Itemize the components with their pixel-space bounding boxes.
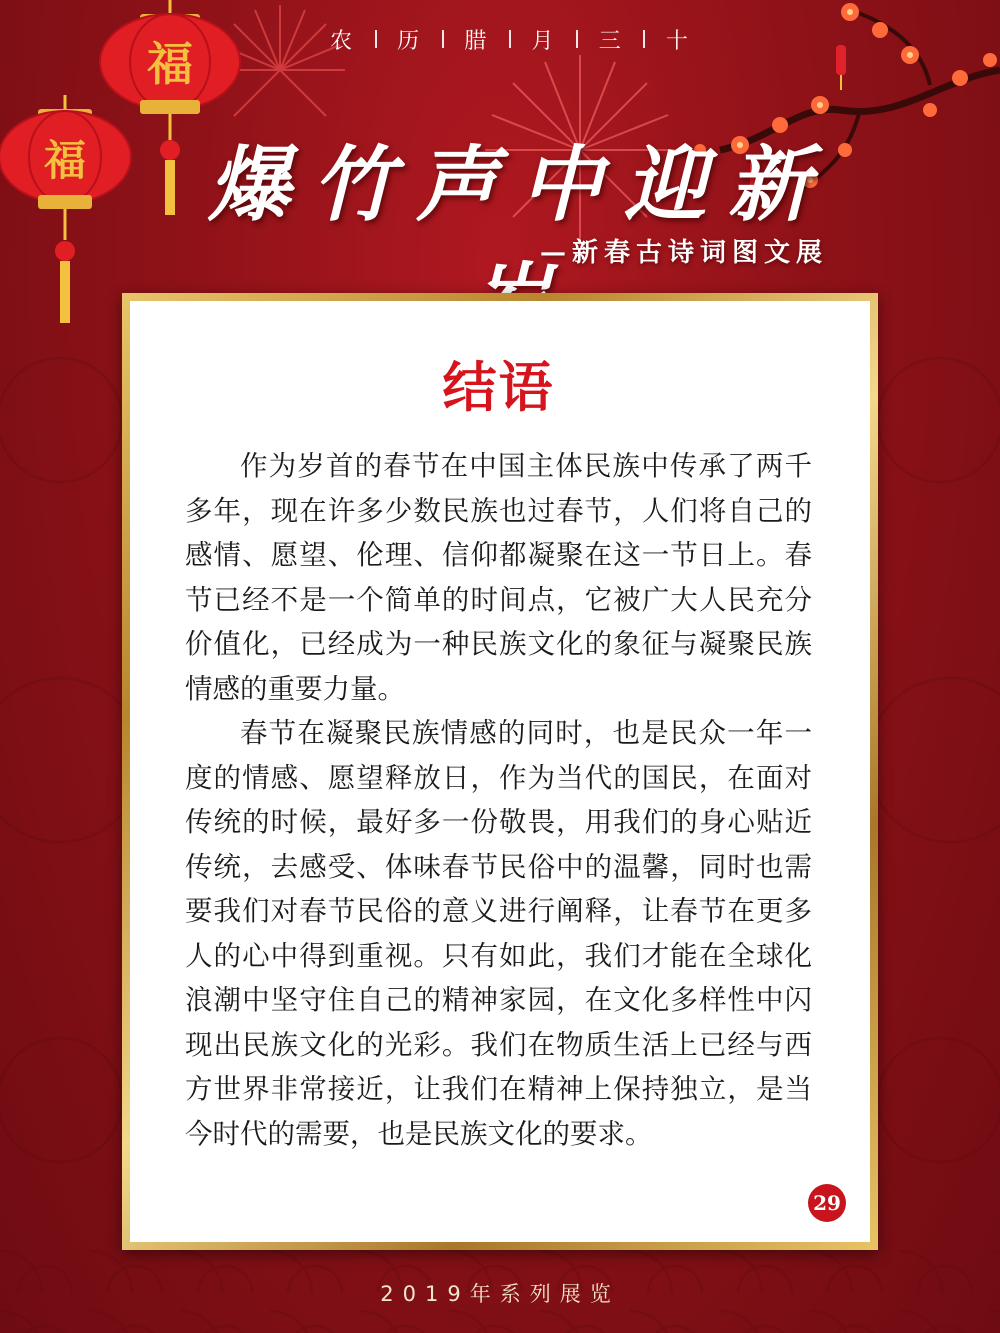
content-card xyxy=(130,301,870,1242)
page-subtitle: —新春古诗词图文展 xyxy=(540,238,829,268)
card-heading: 结语 xyxy=(442,356,555,419)
date-separator xyxy=(643,30,645,48)
date-char: 三 xyxy=(598,28,623,54)
date-char: 月 xyxy=(531,28,556,54)
date-separator xyxy=(442,30,444,48)
paragraph-1: 作为岁首的春节在中国主体民族中传承了两千多年，现在许多少数民族也过春节，人们将自己的感情、愿望、伦理、信仰都凝聚在这一节日上。春节已经不是一个简单的时间点，它被广大人民充分价值化，已经成为一种民族文化的象征与凝聚民族情感的重要力量。 xyxy=(185,450,812,705)
date-separator xyxy=(375,30,377,48)
page-number-badge: 29 xyxy=(808,1184,846,1222)
gold-frame xyxy=(122,293,878,1250)
fu-lantern-small-icon xyxy=(0,95,140,335)
svg-text:福: 福 xyxy=(43,136,87,185)
page-title: 爆竹声中迎新 xyxy=(208,137,832,233)
date-char: 腊 xyxy=(464,28,489,54)
svg-text:福: 福 xyxy=(147,37,193,91)
date-char: 十 xyxy=(665,28,690,54)
date-char: 农 xyxy=(330,28,355,54)
paragraph-2: 春节在凝聚民族情感的同时，也是民众一年一度的情感、愿望释放日，作为当代的国民，在面对传统的时候，最好多一份敬畏，用我们的身心贴近传统，去感受、体味春节民俗中的温馨，同时也需要我们对春节民俗的意义进行阐释，让春节在更多人的心中得到重视。只有如此，我们才能在全球化浪潮中坚守住自己的精神家园，在文化多样性中闪现出民族文化的光彩。我们在物质生活上已经与西方世界非常接近，让我们在精神上保持独立，是当今时代的需要，也是民族文化的要求。 xyxy=(185,717,812,1150)
date-separator xyxy=(509,30,511,48)
lunar-date-row xyxy=(330,22,690,56)
footer-text: 2019年系列展览 xyxy=(380,1282,620,1306)
date-char: 历 xyxy=(397,28,422,54)
date-separator xyxy=(576,30,578,48)
